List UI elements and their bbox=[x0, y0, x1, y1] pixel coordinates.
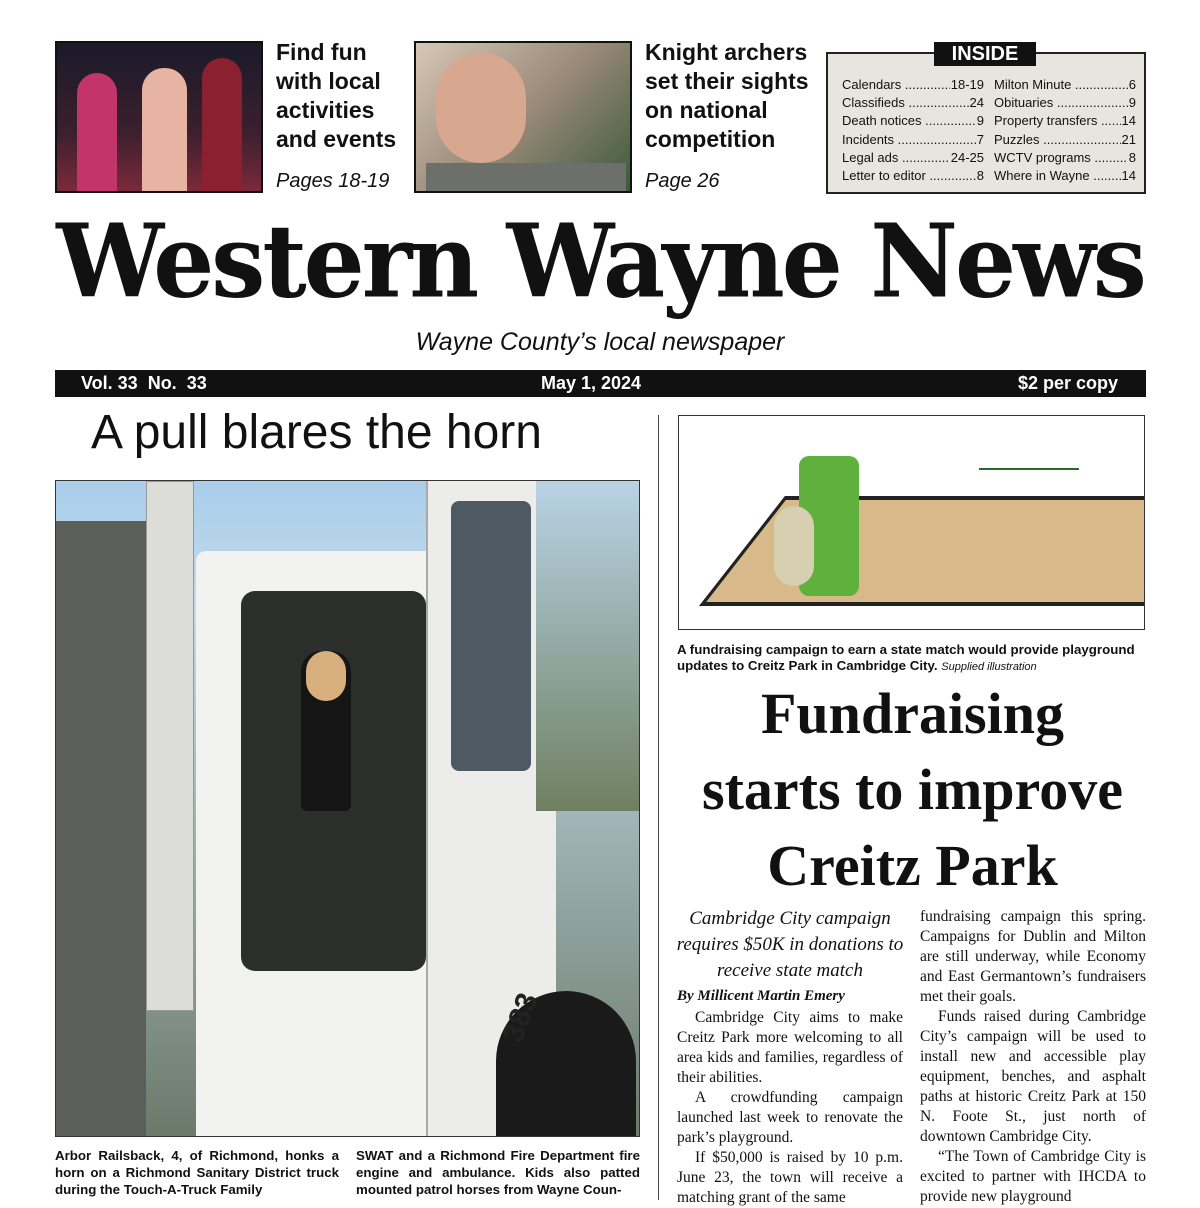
inside-item-page: 24 bbox=[969, 95, 984, 111]
headline-line: Creitz Park bbox=[767, 833, 1058, 898]
inside-item-page: 8 bbox=[1128, 149, 1136, 165]
teaser-line: Knight archers bbox=[645, 39, 808, 65]
inside-item-name: Obituaries ..... bbox=[994, 94, 1128, 112]
inside-item[interactable] bbox=[994, 112, 1136, 130]
teaser-line: on national bbox=[645, 97, 768, 123]
teaser-photo-archer[interactable] bbox=[414, 41, 632, 193]
inside-item[interactable] bbox=[842, 131, 984, 149]
inside-index bbox=[826, 52, 1146, 194]
inside-item-page: 14 bbox=[1121, 168, 1136, 184]
issue-date: May 1, 2024 bbox=[541, 373, 642, 393]
teaser-headline-archers[interactable] bbox=[645, 38, 809, 154]
paragraph: “The Town of Cambridge City is excited to partner with IHCDA to provide new playground bbox=[920, 1148, 1146, 1205]
teaser-line: and events bbox=[276, 126, 397, 152]
inside-item[interactable] bbox=[842, 149, 984, 167]
subheadline: Cambridge City campaign requires $50K in donations to receive state match bbox=[676, 908, 904, 981]
inside-item[interactable] bbox=[842, 76, 984, 94]
inside-col-left bbox=[842, 76, 984, 185]
teaser-page-ref: Page 26 bbox=[645, 170, 720, 192]
caption-text: A fundraising campaign to earn a state match would provide playground updates to Creitz Park in Cambridge City. bbox=[677, 642, 1135, 673]
issue-bar bbox=[55, 370, 1146, 397]
inside-item-page: 24-25 bbox=[950, 149, 984, 165]
inside-item-name: Death notices ..... bbox=[842, 112, 976, 130]
inside-item[interactable] bbox=[994, 167, 1136, 185]
paragraph: Funds raised during Cambridge City’s campaign will be used to install new and accessible play equipment, benches, and asphalt paths at historic Creitz Park at 150 N. Foote St., just north of downtown Cambridge City. bbox=[920, 1008, 1146, 1145]
paragraph: A crowdfunding campaign launched last week to renovate the park’s playground. bbox=[677, 1089, 903, 1146]
inside-item-page: 8 bbox=[976, 168, 984, 184]
teaser-line: competition bbox=[645, 126, 776, 152]
inside-item[interactable] bbox=[994, 94, 1136, 112]
byline: By Millicent Martin Emery bbox=[677, 988, 845, 1004]
teaser-line: activities bbox=[276, 97, 375, 123]
inside-item-page: 14 bbox=[1121, 113, 1136, 129]
right-story-headline[interactable] bbox=[670, 676, 1155, 904]
headline-line: Fundraising bbox=[761, 681, 1064, 746]
inside-item-page: 9 bbox=[976, 113, 984, 129]
inside-item[interactable] bbox=[842, 94, 984, 112]
left-story-headline[interactable]: A pull blares the horn bbox=[91, 406, 542, 459]
article-col1 bbox=[677, 1008, 903, 1208]
volume-number: Vol. 33 No. 33 bbox=[81, 373, 207, 393]
inside-item[interactable] bbox=[994, 76, 1136, 94]
issue-price: $2 per copy bbox=[1017, 373, 1118, 393]
teaser-line: set their sights bbox=[645, 68, 809, 94]
teaser-line: with local bbox=[276, 68, 381, 94]
inside-item-name: WCTV programs ..... bbox=[994, 149, 1128, 167]
masthead-tagline: Wayne County’s local newspaper bbox=[415, 328, 785, 356]
truck-number: 383 bbox=[496, 988, 545, 1047]
headline-line: starts to improve bbox=[702, 757, 1123, 822]
photo-caption-col1: Arbor Railsback, 4, of Richmond, honks a horn on a Richmond Sanitary District truck during the Touch-A-Truck Family bbox=[55, 1148, 339, 1197]
teaser-line: Find fun bbox=[276, 39, 367, 65]
inside-title: INSIDE bbox=[934, 42, 1036, 66]
inside-item-name: Puzzles ..... bbox=[994, 131, 1121, 149]
playground-illustration[interactable] bbox=[678, 415, 1145, 630]
paragraph: fundraising campaign this spring. Campaigns for Dublin and Milton are still underway, while Economy and East Germantown’s fundraisers met their goals. bbox=[920, 908, 1146, 1005]
inside-item-name: Classifieds ..... bbox=[842, 94, 969, 112]
photo-caption-col2: SWAT and a Richmond Fire Department fire engine and ambulance. Kids also patted mounted patrol horses from Wayne Coun- bbox=[356, 1148, 640, 1197]
column-divider bbox=[658, 415, 659, 1200]
inside-item[interactable] bbox=[994, 131, 1136, 149]
inside-item-page: 7 bbox=[976, 131, 984, 147]
inside-item[interactable] bbox=[842, 112, 984, 130]
article-col2 bbox=[920, 907, 1146, 1207]
inside-item-name: Where in Wayne ..... bbox=[994, 167, 1121, 185]
truck-photo[interactable] bbox=[55, 480, 640, 1137]
inside-item-page: 18-19 bbox=[950, 77, 984, 92]
paragraph: Cambridge City aims to make Creitz Park more welcoming to all area kids and families, regardless of their abilities. bbox=[677, 1009, 903, 1086]
teaser-photo-performers[interactable] bbox=[55, 41, 263, 193]
inside-col-right bbox=[994, 76, 1136, 185]
inside-item-name: Calendars ..... bbox=[842, 76, 950, 94]
photo-credit: Supplied illustration bbox=[941, 661, 1037, 673]
inside-item-page: 9 bbox=[1128, 95, 1136, 111]
inside-item-name: Incidents ..... bbox=[842, 131, 976, 149]
inside-item-name: Property transfers ..... bbox=[994, 112, 1121, 130]
teaser-headline-fun[interactable] bbox=[276, 38, 396, 154]
inside-item[interactable] bbox=[842, 167, 984, 185]
inside-item-page: 6 bbox=[1128, 77, 1136, 92]
inside-item-page: 21 bbox=[1121, 131, 1136, 147]
inside-item-name: Letter to editor ..... bbox=[842, 167, 976, 185]
masthead-title: Western Wayne News bbox=[56, 202, 1144, 321]
inside-item-name: Milton Minute ..... bbox=[994, 76, 1128, 94]
inside-item[interactable] bbox=[994, 149, 1136, 167]
teaser-page-ref: Pages 18-19 bbox=[276, 170, 390, 192]
illustration-caption bbox=[677, 642, 1147, 675]
inside-item-name: Legal ads ..... bbox=[842, 149, 950, 167]
paragraph: If $50,000 is raised by 10 p.m. June 23, the town will receive a matching grant of the same bbox=[677, 1149, 903, 1206]
